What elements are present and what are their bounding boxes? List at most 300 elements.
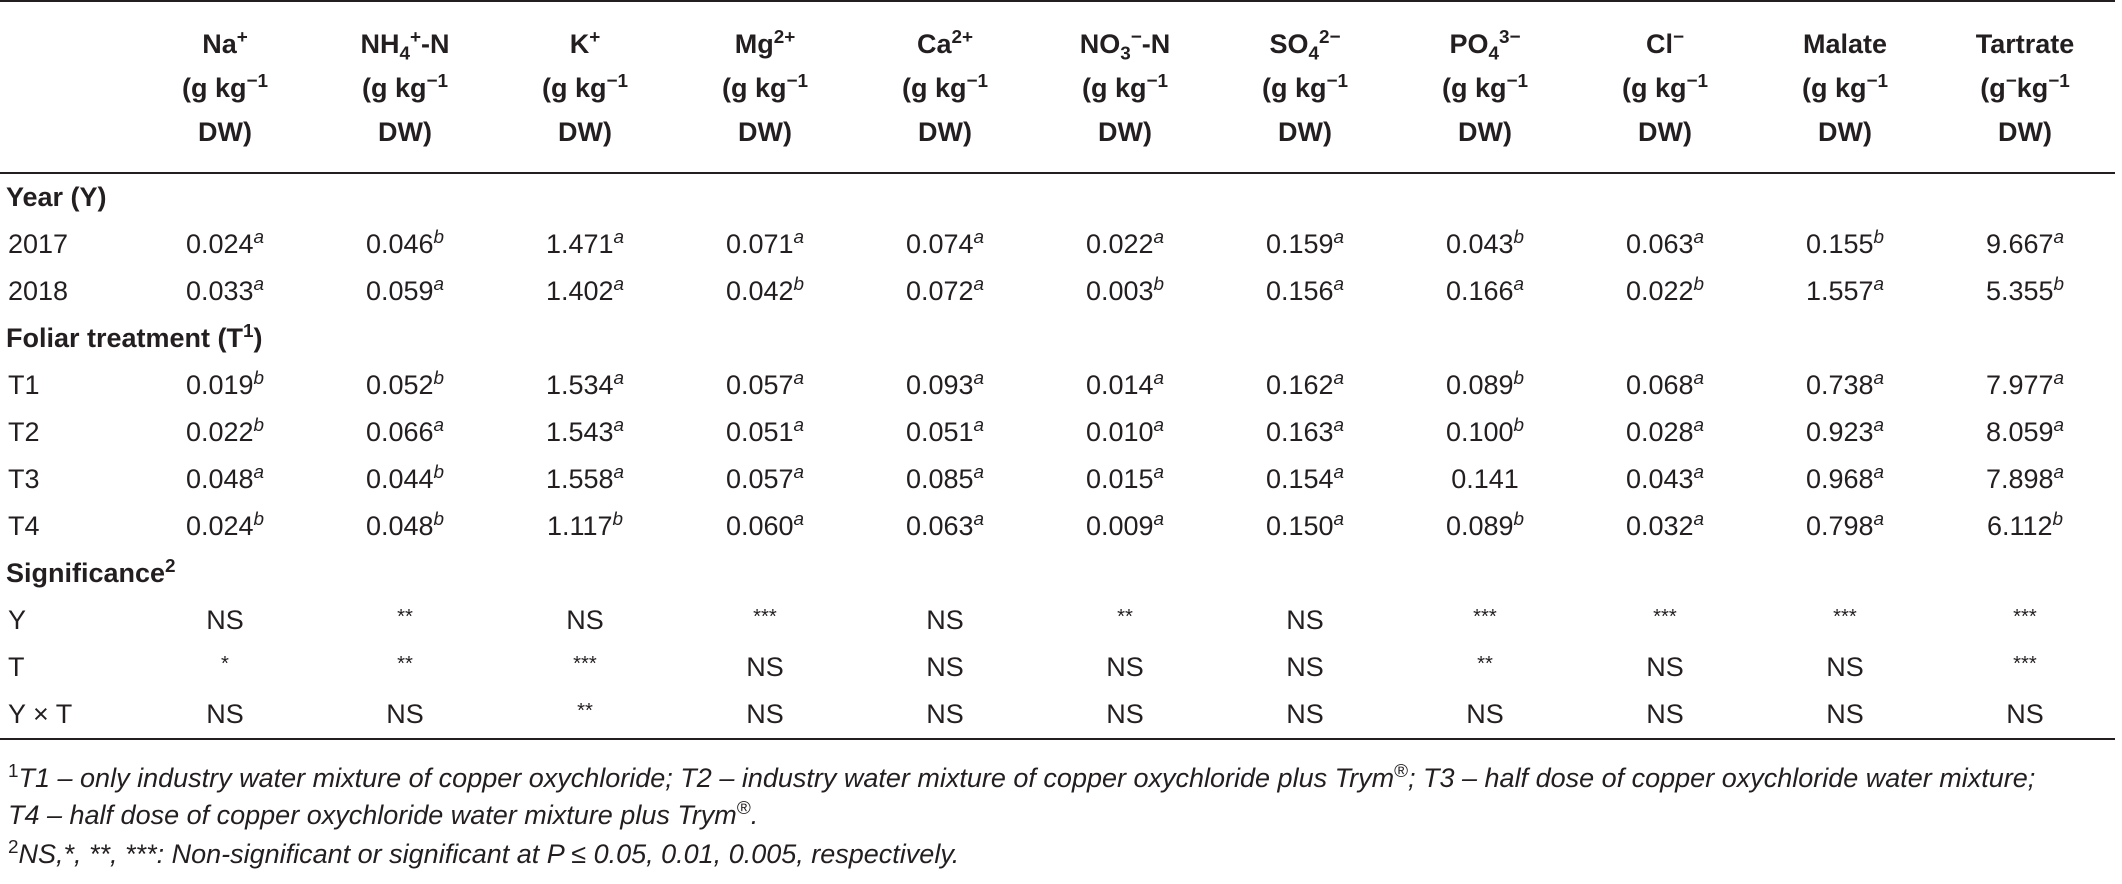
significance-letter: a: [1333, 274, 1345, 295]
table-cell: [855, 409, 1035, 456]
significance-letter: a: [1693, 509, 1705, 530]
table-cell: [1755, 644, 1935, 691]
significance-letter: a: [1153, 368, 1165, 389]
cell-value: 0.051: [725, 417, 794, 447]
table-cell: [855, 691, 1035, 739]
cell-value: 5.355: [1985, 276, 2054, 306]
section-label: Significance$^2$: [6, 556, 176, 588]
cell-value: 0.043: [1625, 464, 1694, 494]
table-cell: [1755, 362, 1935, 409]
cell-value: 0.085: [905, 464, 974, 494]
table-cell: [1755, 691, 1935, 739]
cell-value: ***: [1833, 606, 1857, 628]
significance-letter: a: [613, 415, 625, 436]
table-cell: [495, 691, 675, 739]
table-row: [0, 597, 2115, 644]
cell-value: 0.028: [1625, 417, 1694, 447]
table-cell: [135, 503, 315, 550]
significance-letter: b: [253, 368, 265, 389]
cell-value: 0.068: [1625, 370, 1694, 400]
cell-value: NS: [1466, 699, 1504, 729]
significance-letter: a: [793, 368, 805, 389]
significance-letter: a: [1333, 227, 1345, 248]
table-cell: [1035, 221, 1215, 268]
table-cell: [1575, 362, 1755, 409]
cell-value: 0.032: [1625, 511, 1694, 541]
cell-value: *: [221, 653, 229, 675]
significance-letter: b: [1513, 415, 1525, 436]
table-row: [0, 456, 2115, 503]
cell-value: 0.162: [1265, 370, 1334, 400]
cell-value: 0.051: [905, 417, 974, 447]
table-cell: [1035, 362, 1215, 409]
cell-value: 0.089: [1445, 511, 1514, 541]
table-cell: [1575, 221, 1755, 268]
table-cell: [1215, 221, 1395, 268]
table-cell: [675, 456, 855, 503]
significance-letter: a: [973, 368, 985, 389]
significance-letter: b: [1513, 509, 1525, 530]
cell-value: 0.052: [365, 370, 434, 400]
cell-value: 0.060: [725, 511, 794, 541]
cell-value: 0.022: [1085, 229, 1154, 259]
footnote-2: $^2$NS,*, **, ***: Non-significant or significant at P ≤ 0.05, 0.01, 0.005, respectively.: [8, 837, 960, 869]
cell-value: 0.019: [185, 370, 254, 400]
table-cell: [1575, 456, 1755, 503]
significance-letter: a: [2053, 462, 2065, 483]
table-cell: [675, 362, 855, 409]
table-cell: [855, 362, 1035, 409]
cell-value: 0.014: [1085, 370, 1154, 400]
header-cl: Cl− (g $kg^{-1}$ DW): [1575, 1, 1755, 173]
table-cell: [1395, 456, 1575, 503]
significance-letter: a: [433, 274, 445, 295]
table-cell: [315, 221, 495, 268]
table-cell: [1935, 597, 2115, 644]
cell-value: **: [1117, 606, 1133, 628]
table-cell: [675, 268, 855, 315]
table-cell: [1575, 409, 1755, 456]
significance-letter: b: [1153, 274, 1165, 295]
table-row: [0, 503, 2115, 550]
significance-letter: b: [433, 368, 445, 389]
cell-value: **: [397, 606, 413, 628]
significance-letter: b: [2052, 509, 2064, 530]
table-cell: [315, 362, 495, 409]
table-cell: [1395, 362, 1575, 409]
table-cell: [315, 644, 495, 691]
table-cell: [135, 456, 315, 503]
table-cell: [1395, 644, 1575, 691]
table-cell: [315, 691, 495, 739]
table-row: [0, 644, 2115, 691]
table-cell: [1755, 268, 1935, 315]
significance-letter: a: [1693, 368, 1705, 389]
significance-letter: a: [973, 462, 985, 483]
row-label: 2018: [8, 276, 69, 306]
cell-value: 0.141: [1451, 464, 1519, 494]
significance-letter: a: [973, 227, 985, 248]
significance-letter: a: [1873, 415, 1885, 436]
cell-value: NS: [1646, 699, 1684, 729]
table-row: [0, 691, 2115, 739]
cell-value: NS: [1286, 699, 1324, 729]
significance-letter: a: [1333, 509, 1345, 530]
significance-letter: a: [1513, 274, 1525, 295]
significance-letter: a: [1873, 274, 1885, 295]
table-cell: [1215, 503, 1395, 550]
table-cell: [495, 409, 675, 456]
section-label: Year (Y): [6, 182, 107, 212]
significance-letter: a: [793, 415, 805, 436]
cell-value: NS: [1646, 652, 1684, 682]
header-nh4-n: $NH_4^+-N$ (g $kg^{-1}$ DW): [315, 1, 495, 173]
cell-value: 0.154: [1265, 464, 1334, 494]
cell-value: 0.059: [365, 276, 434, 306]
cell-value: NS: [2006, 699, 2044, 729]
table-cell: [1935, 221, 2115, 268]
table-cell: [1215, 409, 1395, 456]
significance-letter: a: [1693, 227, 1705, 248]
table-cell: [1575, 644, 1755, 691]
significance-letter: b: [433, 462, 445, 483]
cell-value: ***: [753, 606, 777, 628]
cell-value: 0.015: [1085, 464, 1154, 494]
table-cell: [1215, 456, 1395, 503]
table-cell: [855, 221, 1035, 268]
table-cell: [495, 268, 675, 315]
section-label: Foliar treatment $(T^1)$: [6, 321, 263, 353]
significance-letter: a: [1693, 415, 1705, 436]
cell-value: 7.898: [1985, 464, 2054, 494]
significance-letter: a: [2053, 415, 2065, 436]
table-cell: [495, 503, 675, 550]
significance-letter: a: [973, 415, 985, 436]
cell-value: 9.667: [1985, 229, 2054, 259]
cell-value: 0.159: [1265, 229, 1334, 259]
cell-value: NS: [926, 605, 964, 635]
corner-header: [0, 1, 135, 173]
table-cell: [1395, 503, 1575, 550]
cell-value: ***: [2013, 606, 2037, 628]
cell-value: 0.798: [1805, 511, 1874, 541]
cell-value: ***: [2013, 653, 2037, 675]
table-cell: [135, 409, 315, 456]
header-row: [0, 1, 2115, 173]
cell-value: 0.166: [1445, 276, 1514, 306]
cell-value: NS: [206, 605, 244, 635]
cell-value: NS: [926, 699, 964, 729]
table-cell: [1035, 691, 1215, 739]
cell-value: 0.022: [1625, 276, 1694, 306]
cell-value: 0.043: [1445, 229, 1514, 259]
footnote-1: $^1$T1 – only industry water mixture of copper oxychloride; T2 – industry water mixture of copper oxychloride plus Trym®; T3 – half dose of copper oxychloride water mixture; T4 – half dose of copper oxychloride water mixture plus Trym®.: [8, 761, 2036, 830]
table-row: [0, 362, 2115, 409]
cell-value: 0.042: [725, 276, 794, 306]
cell-value: **: [577, 700, 593, 722]
significance-letter: a: [793, 509, 805, 530]
table-cell: [855, 644, 1035, 691]
cell-value: 0.100: [1445, 417, 1514, 447]
significance-letter: b: [793, 274, 805, 295]
significance-letter: a: [253, 274, 265, 295]
cell-value: 0.968: [1805, 464, 1874, 494]
table-cell: [1035, 597, 1215, 644]
table-cell: [135, 691, 315, 739]
table-cell: [1755, 409, 1935, 456]
section-foliar-treatment: [0, 315, 2115, 362]
table-cell: [315, 597, 495, 644]
table-cell: [1395, 691, 1575, 739]
row-label: T2: [8, 417, 40, 447]
significance-letter: a: [1333, 368, 1345, 389]
table-cell: [1755, 221, 1935, 268]
table-cell: [1575, 503, 1755, 550]
cell-value: 0.024: [185, 511, 254, 541]
cell-value: 0.033: [185, 276, 254, 306]
table-cell: [135, 597, 315, 644]
table-cell: [495, 221, 675, 268]
row-label: T4: [8, 511, 40, 541]
cell-value: 1.543: [545, 417, 614, 447]
significance-letter: b: [2053, 274, 2065, 295]
table-cell: [1935, 691, 2115, 739]
cell-value: ***: [1473, 606, 1497, 628]
table-row: [0, 409, 2115, 456]
cell-value: 0.071: [725, 229, 794, 259]
cell-value: 0.066: [365, 417, 434, 447]
table-cell: [315, 268, 495, 315]
table-cell: [675, 409, 855, 456]
cell-value: 1.557: [1805, 276, 1874, 306]
table-cell: [1935, 644, 2115, 691]
cell-value: 0.024: [185, 229, 254, 259]
cell-value: 0.022: [185, 417, 254, 447]
cell-value: NS: [1106, 699, 1144, 729]
cell-value: 0.048: [365, 511, 434, 541]
cell-value: 1.402: [545, 276, 614, 306]
significance-letter: a: [253, 462, 265, 483]
cell-value: 0.063: [905, 511, 974, 541]
cell-value: NS: [1106, 652, 1144, 682]
table-cell: [1215, 691, 1395, 739]
row-label: Y: [8, 605, 27, 635]
table-cell: [1035, 644, 1215, 691]
cell-value: 0.072: [905, 276, 974, 306]
significance-letter: a: [973, 509, 985, 530]
row-label: T: [8, 652, 25, 682]
cell-value: NS: [746, 699, 784, 729]
significance-letter: a: [613, 368, 625, 389]
significance-letter: a: [613, 274, 625, 295]
table-cell: [675, 597, 855, 644]
significance-letter: a: [973, 274, 985, 295]
significance-letter: a: [1153, 227, 1165, 248]
table-cell: [1035, 268, 1215, 315]
table-cell: [1395, 221, 1575, 268]
cell-value: NS: [1826, 652, 1864, 682]
significance-letter: b: [253, 415, 265, 436]
cell-value: NS: [386, 699, 424, 729]
table-cell: [495, 644, 675, 691]
cell-value: 0.163: [1265, 417, 1334, 447]
cell-value: **: [1477, 653, 1493, 675]
cell-value: NS: [566, 605, 604, 635]
table-cell: [1935, 503, 2115, 550]
significance-letter: a: [1693, 462, 1705, 483]
table-cell: [495, 456, 675, 503]
significance-letter: a: [1873, 368, 1885, 389]
header-tartrate: Tartrate ($g^-kg^{-1}$ DW): [1935, 1, 2115, 173]
table-cell: [135, 221, 315, 268]
table-cell: [135, 362, 315, 409]
table-cell: [135, 644, 315, 691]
table-cell: [1035, 503, 1215, 550]
table-cell: [1215, 268, 1395, 315]
cell-value: NS: [926, 652, 964, 682]
table-cell: [1575, 597, 1755, 644]
cell-value: 0.063: [1625, 229, 1694, 259]
cell-value: 0.923: [1805, 417, 1874, 447]
significance-letter: b: [1873, 227, 1885, 248]
table-cell: [1935, 362, 2115, 409]
table-cell: [1395, 597, 1575, 644]
table-cell: [675, 503, 855, 550]
cell-value: 0.046: [365, 229, 434, 259]
cell-value: 0.057: [725, 370, 794, 400]
cell-value: NS: [746, 652, 784, 682]
section-year: [0, 173, 2115, 221]
cell-value: 0.003: [1085, 276, 1154, 306]
cell-value: 0.155: [1805, 229, 1874, 259]
section-significance: [0, 550, 2115, 597]
cell-value: 1.534: [545, 370, 614, 400]
significance-letter: b: [1693, 274, 1705, 295]
header-k: K+ (g $kg^{-1}$ DW): [495, 1, 675, 173]
table-cell: [315, 456, 495, 503]
cell-value: NS: [206, 699, 244, 729]
significance-letter: a: [1333, 462, 1345, 483]
significance-letter: a: [1333, 415, 1345, 436]
header-ca: $Ca^{2+}$ (g $kg^{-1}$ DW): [855, 1, 1035, 173]
significance-letter: a: [1873, 509, 1885, 530]
significance-letter: b: [1513, 368, 1525, 389]
cell-value: 1.471: [545, 229, 614, 259]
cell-value: NS: [1286, 605, 1324, 635]
significance-letter: b: [253, 509, 265, 530]
significance-letter: a: [1873, 462, 1885, 483]
cell-value: 1.117: [546, 511, 613, 541]
cell-value: NS: [1286, 652, 1324, 682]
cell-value: 8.059: [1985, 417, 2054, 447]
significance-letter: b: [612, 509, 624, 530]
cell-value: 0.057: [725, 464, 794, 494]
cell-value: 0.156: [1265, 276, 1334, 306]
table-cell: [855, 503, 1035, 550]
cell-value: 0.150: [1265, 511, 1334, 541]
significance-letter: a: [2053, 368, 2065, 389]
table-cell: [1395, 268, 1575, 315]
significance-letter: a: [613, 227, 625, 248]
table-cell: [675, 644, 855, 691]
table-cell: [855, 268, 1035, 315]
significance-letter: b: [433, 227, 445, 248]
table-cell: [1215, 597, 1395, 644]
table-cell: [1035, 456, 1215, 503]
table-cell: [1755, 456, 1935, 503]
table-cell: [1935, 268, 2115, 315]
table-cell: [1575, 691, 1755, 739]
table-cell: [1215, 362, 1395, 409]
significance-letter: a: [613, 462, 625, 483]
header-no3-n: $NO_3^--N$ (g $kg^{-1}$ DW): [1035, 1, 1215, 173]
header-so4: $SO_4^{2-}$ (g $kg^{-1}$ DW): [1215, 1, 1395, 173]
table-cell: [675, 691, 855, 739]
cell-value: ***: [1653, 606, 1677, 628]
table-cell: [1755, 597, 1935, 644]
significance-letter: a: [1153, 509, 1165, 530]
table-row: [0, 221, 2115, 268]
header-malate: Malate (g $kg^{-1}$ DW): [1755, 1, 1935, 173]
cell-value: 7.977: [1985, 370, 2054, 400]
table-cell: [1575, 268, 1755, 315]
table-cell: [1035, 409, 1215, 456]
cell-value: 0.044: [365, 464, 434, 494]
cell-value: 0.738: [1805, 370, 1874, 400]
significance-letter: a: [1153, 415, 1165, 436]
table-cell: [1395, 409, 1575, 456]
significance-letter: a: [793, 227, 805, 248]
table-cell: [315, 503, 495, 550]
table-cell: [315, 409, 495, 456]
cell-value: 0.089: [1445, 370, 1514, 400]
cell-value: NS: [1826, 699, 1864, 729]
table-cell: [1935, 409, 2115, 456]
row-label: T1: [8, 370, 40, 400]
table-cell: [1935, 456, 2115, 503]
significance-letter: a: [253, 227, 265, 248]
cell-value: **: [397, 653, 413, 675]
table-cell: [1755, 503, 1935, 550]
significance-letter: a: [793, 462, 805, 483]
cell-value: 1.558: [545, 464, 614, 494]
table-cell: [855, 456, 1035, 503]
cell-value: 0.010: [1085, 417, 1154, 447]
table-cell: [675, 221, 855, 268]
cell-value: 0.074: [905, 229, 974, 259]
header-na: Na+ (g $kg^{-1}$ DW): [135, 1, 315, 173]
cell-value: 0.048: [185, 464, 254, 494]
table-cell: [1215, 644, 1395, 691]
table-cell: [495, 362, 675, 409]
table-cell: [135, 268, 315, 315]
row-label: T3: [8, 464, 40, 494]
significance-letter: b: [1513, 227, 1525, 248]
cell-value: ***: [573, 653, 597, 675]
significance-letter: b: [433, 509, 445, 530]
significance-letter: a: [433, 415, 445, 436]
table-row: [0, 268, 2115, 315]
significance-letter: a: [1153, 462, 1165, 483]
row-label: 2017: [8, 229, 69, 259]
row-label: Y × T: [0, 691, 135, 739]
cell-value: 6.112: [1986, 511, 2053, 541]
header-mg: $Mg^{2+}$ (g $kg^{-1}$ DW): [675, 1, 855, 173]
cell-value: 0.093: [905, 370, 974, 400]
significance-letter: a: [2053, 227, 2065, 248]
table-cell: [855, 597, 1035, 644]
cell-value: 0.009: [1085, 511, 1154, 541]
